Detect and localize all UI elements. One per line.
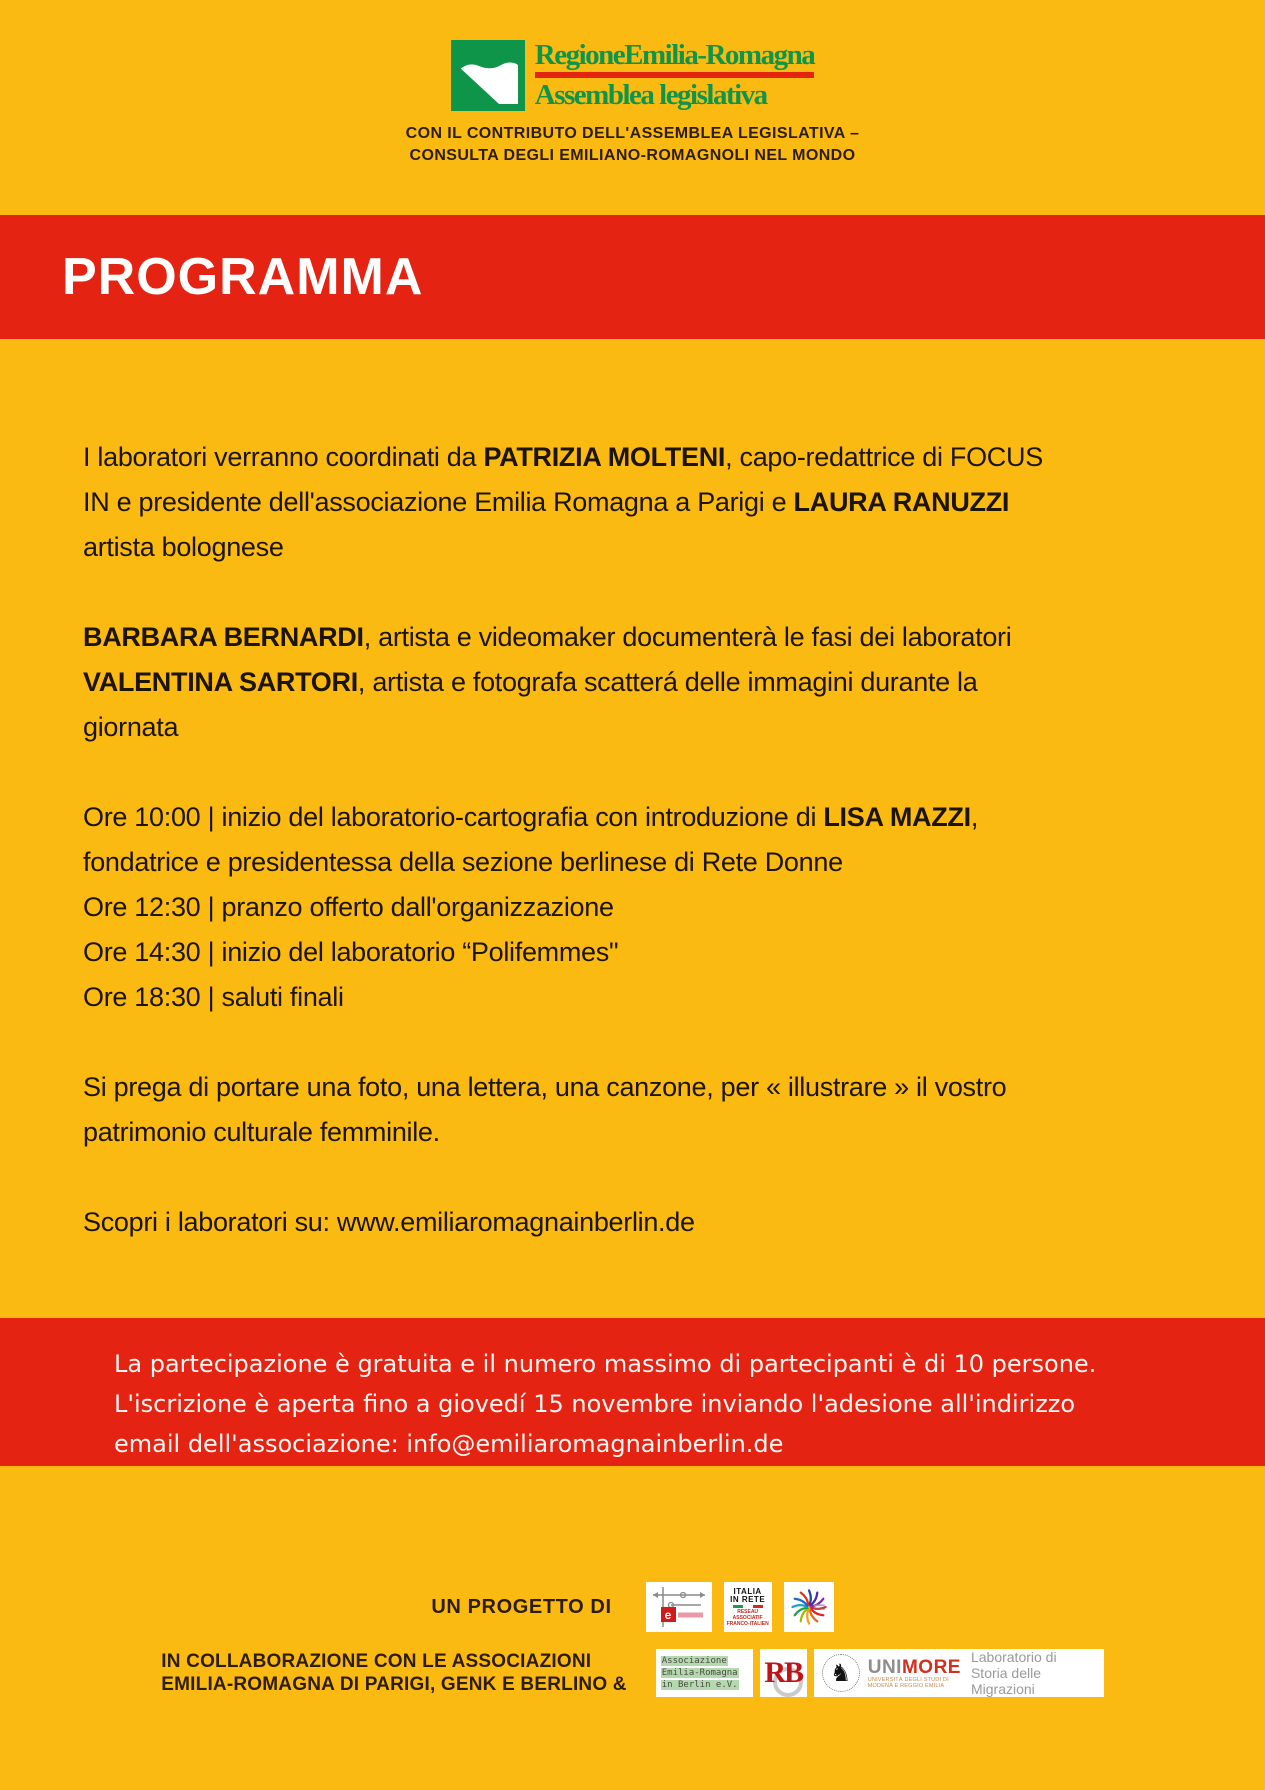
rb-logo-text: RB	[764, 1656, 803, 1689]
collaboration-text	[161, 1650, 626, 1696]
schedule-item-1000: Ore 10:00 | inizio del laboratorio-cartografia con introduzione di LISA MAZZI, fondatrice e presidentessa della sezione berlinese di Rete Donne	[83, 802, 979, 877]
italia-in-rete-logo	[724, 1582, 772, 1632]
collaboration-row	[0, 1649, 1265, 1697]
berlin-logo-line2: Emilia-Romagna	[661, 1668, 738, 1678]
project-row	[0, 1582, 1265, 1632]
italian-flag-icon	[733, 1605, 763, 1608]
unimore-lab-line1: Laboratorio di	[970, 1649, 1057, 1665]
program-body	[0, 339, 1265, 1318]
schedule-item-1430: Ore 14:30 | inizio del laboratorio “Polifemmes"	[83, 937, 619, 967]
italia-in-rete-sub3: FRANCO-ITALIEN	[726, 1620, 769, 1627]
italia-in-rete-line1: ITALIA	[733, 1586, 762, 1596]
unimore-brand-more: MORE	[901, 1656, 961, 1678]
network-map-icon	[649, 1585, 709, 1629]
page-title: PROGRAMMA	[62, 248, 424, 306]
berlin-logo-line3: in Berlin e.V.	[661, 1680, 738, 1690]
header	[0, 0, 1265, 215]
contribution-note	[406, 123, 860, 167]
svg-text:e: e	[664, 1608, 671, 1622]
schedule-item-1830: Ore 18:30 | saluti finali	[83, 982, 344, 1012]
unimore-lab-label	[971, 1649, 1096, 1697]
logo-red-rule	[535, 72, 814, 78]
collaboration-line-2: EMILIA-ROMAGNA DI PARIGI, GENK E BERLINO &	[161, 1674, 627, 1695]
registration-notice-band	[0, 1318, 1265, 1466]
schedule-item-1230: Ore 12:30 | pranzo offerto dall'organizzazione	[83, 892, 614, 922]
contribution-line-1: CON IL CONTRIBUTO DELL'ASSEMBLEA LEGISLATIVA –	[405, 125, 860, 142]
collaboration-line-1: IN COLLABORAZIONE CON LE ASSOCIAZIONI	[161, 1651, 592, 1672]
regione-emilia-romagna-mark-icon	[451, 40, 525, 111]
notice-line-1: La partecipazione è gratuita e il numero massimo di partecipanti è di 10 persone.	[114, 1350, 1097, 1378]
paragraph-coordinators: I laboratori verranno coordinati da PATRIZIA MOLTENI, capo-redattrice di FOCUS IN e presidente dell'associazione Emilia Romagna a Parigi e LAURA RANUZZI artista bolognese	[83, 442, 1043, 562]
italia-in-rete-line2: IN RETE	[730, 1594, 766, 1604]
title-band	[0, 215, 1265, 339]
paragraph-website: Scopri i laboratori su: www.emiliaromagnainberlin.de	[83, 1207, 695, 1237]
network-map-logo	[646, 1582, 712, 1632]
unimore-brand-uni: UNI	[867, 1656, 902, 1678]
schedule	[83, 795, 1220, 1020]
regione-emilia-romagna-logo	[451, 40, 814, 111]
notice-line-2: L'iscrizione è aperta fino a giovedí 15 novembre inviando l'adesione all'indirizzo	[114, 1390, 1076, 1418]
contribution-line-2: CONSULTA DEGLI EMILIANO-ROMAGNOLI NEL MONDO	[409, 147, 856, 164]
notice-line-3: email dell'associazione: info@emiliaromagnainberlin.de	[114, 1430, 784, 1458]
unimore-logo	[814, 1649, 1104, 1697]
associazione-berlin-logo	[656, 1649, 753, 1697]
paragraph-artists: BARBARA BERNARDI, artista e videomaker documenterà le fasi dei laboratori VALENTINA SARTORI, artista e fotografa scatterá delle immagini durante la giornata	[83, 622, 1012, 742]
logo-assembly-name: Assemblea legislativa	[534, 79, 767, 111]
unimore-sub-line2: MODENA E REGGIO EMILIA	[867, 1682, 945, 1689]
paragraph-bring-items: Si prega di portare una foto, una lettera, una canzone, per « illustrare » il vostro patrimonio culturale femminile.	[83, 1072, 1007, 1147]
italia-in-rete-sub2: ASSOCIATIF	[732, 1614, 763, 1621]
unimore-sub-line1: UNIVERSITÀ DEGLI STUDI DI	[867, 1676, 949, 1683]
project-label: UN PROGETTO DI	[431, 1595, 612, 1618]
pinwheel-icon	[786, 1584, 832, 1630]
unimore-seal-icon: ♞	[822, 1654, 860, 1692]
unimore-lab-line2: Storia delle Migrazioni	[970, 1665, 1042, 1697]
rb-logo	[760, 1649, 807, 1697]
italia-in-rete-sub1: RESEAU	[737, 1608, 759, 1615]
berlin-logo-line1: Associazione	[661, 1656, 727, 1666]
footer	[0, 1466, 1265, 1790]
pinwheel-logo	[784, 1582, 834, 1632]
logo-region-name: RegioneEmilia-Romagna	[534, 39, 815, 71]
